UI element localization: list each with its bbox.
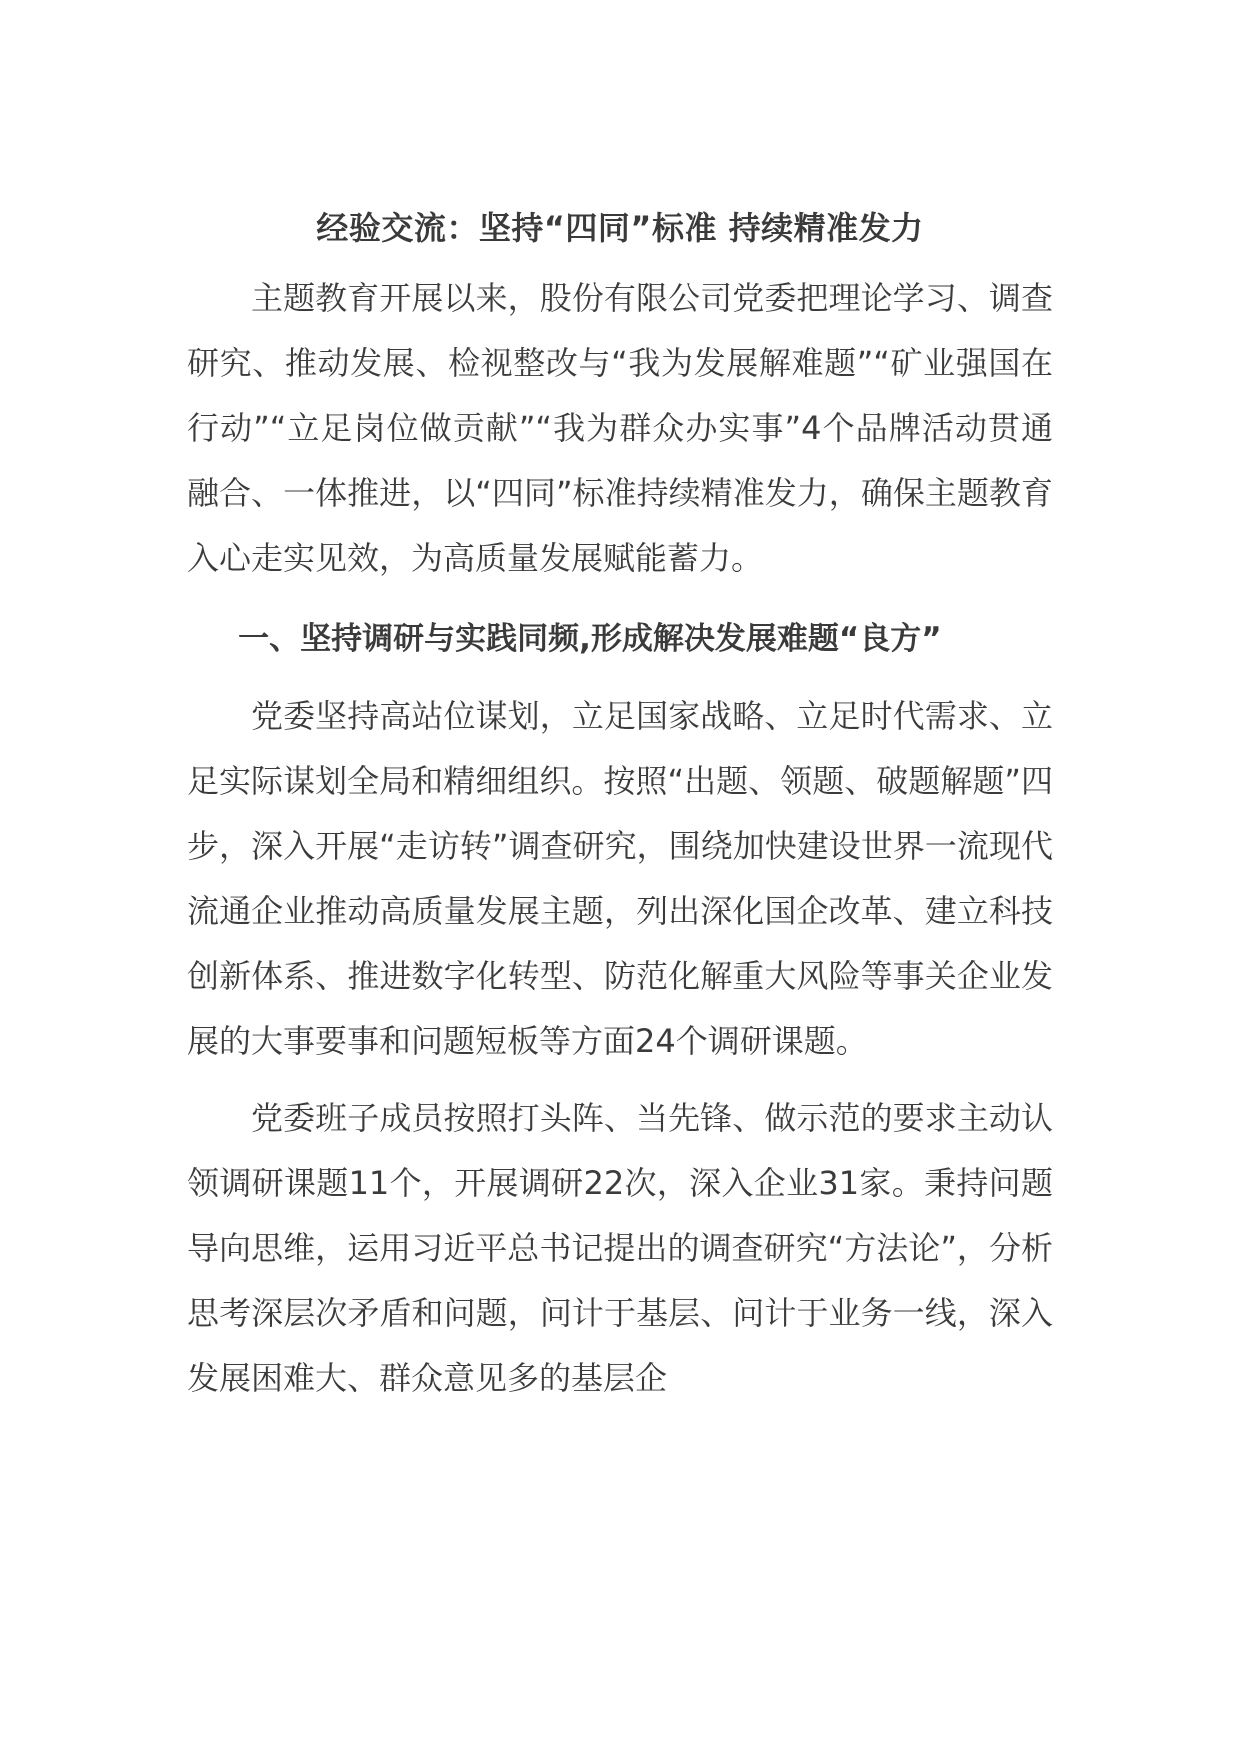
document-body (187, 200, 1053, 1411)
document-title: 经验交流：坚持“四同”标准 持续精准发力 (316, 209, 924, 247)
section-paragraph-2: 党委班子成员按照打头阵、当先锋、做示范的要求主动认领调研课题11个，开展调研22次，深入企业31家。秉持问题导向思维，运用习近平总书记提出的调查研究“方法论”，分析思考深层次矛盾和问题，问计于基层、问计于业务一线，深入发展困难大、群众意见多的基层企 (187, 1099, 1053, 1397)
section-heading: 一、坚持调研与实践同频,形成解决发展难题“良方” (238, 621, 942, 657)
section-paragraph-1: 党委坚持高站位谋划，立足国家战略、立足时代需求、立足实际谋划全局和精细组织。按照“出题、领题、破题解题”四步，深入开展“走访转”调查研究，围绕加快建设世界一流现代流通企业推动高质量发展主题，列出深化国企改革、建立科技创新体系、推进数字化转型、防范化解重大风险等事关企业发展的大事要事和问题短板等方面24个调研课题。 (187, 697, 1053, 1060)
intro-paragraph: 主题教育开展以来，股份有限公司党委把理论学习、调查研究、推动发展、检视整改与“我为发展解难题”“矿业强国在行动”“立足岗位做贡献”“我为群众办实事”4个品牌活动贯通融合、一体推进，以“四同”标准持续精准发力，确保主题教育入心走实见效，为高质量发展赋能蓄力。 (187, 279, 1053, 577)
